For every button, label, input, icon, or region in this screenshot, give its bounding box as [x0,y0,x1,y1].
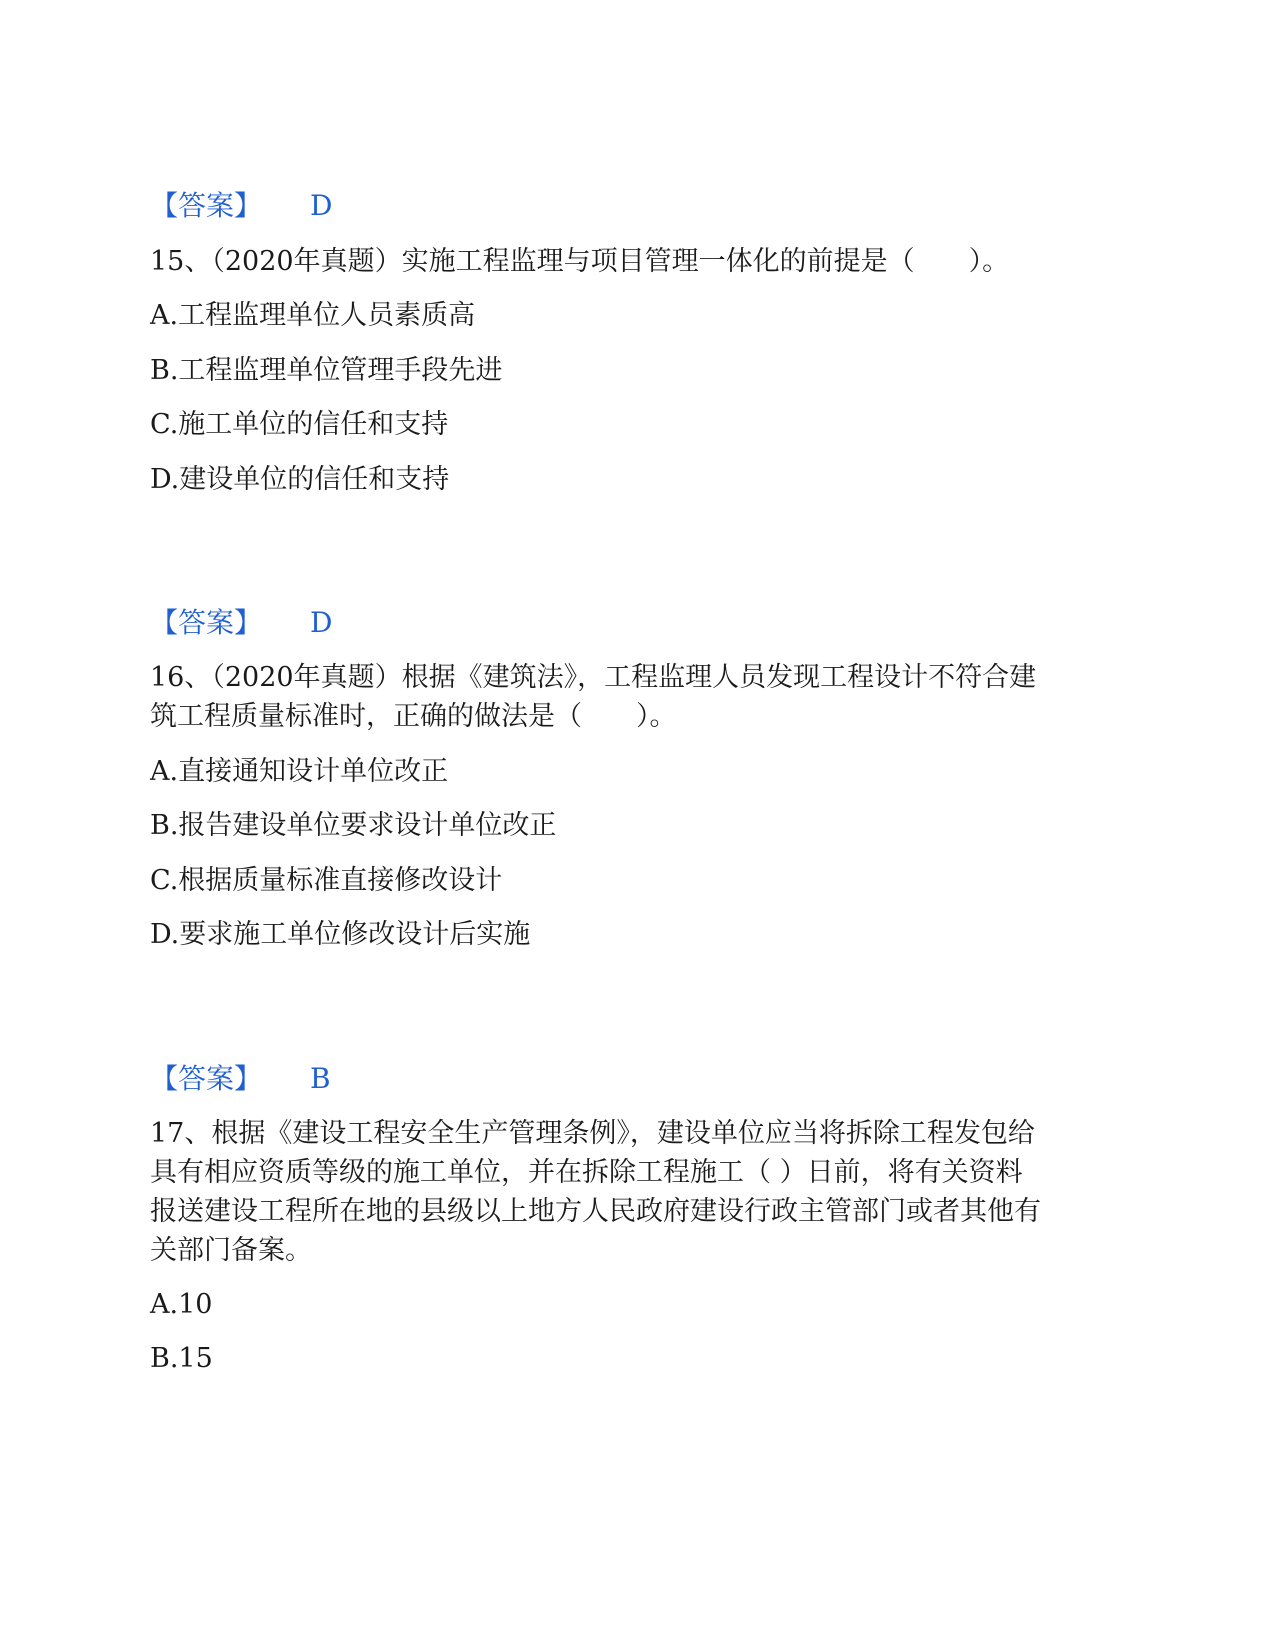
answer-value: D [310,189,333,222]
question-15-text: 15、（2020年真题）实施工程监理与项目管理一体化的前提是（ ）。 [150,246,1010,277]
answer-line [150,186,332,226]
answer-label: 【答案】 [150,1062,263,1095]
answer-line [150,1059,331,1099]
answer-value: D [310,606,333,639]
question-17-option-b: B.15 [150,1343,213,1374]
answer-label: 【答案】 [150,189,263,222]
question-17-text-line-3: 报送建设工程所在地的县级以上地方人民政府建设行政主管部门或者其他有 [150,1196,1041,1227]
question-16-option-b: B.报告建设单位要求设计单位改正 [150,810,557,841]
answer-line [150,603,332,643]
question-17-text-line-1: 17、根据《建设工程安全生产管理条例》，建设单位应当将拆除工程发包给 [150,1118,1035,1149]
question-15-option-c: C.施工单位的信任和支持 [150,409,449,440]
question-16-text-line-1: 16、（2020年真题）根据《建筑法》，工程监理人员发现工程设计不符合建 [150,662,1037,693]
question-16-option-a: A.直接通知设计单位改正 [150,756,449,787]
question-15-option-a: A.工程监理单位人员素质高 [150,300,476,331]
question-17-text-line-4: 关部门备案。 [150,1235,312,1266]
question-17-text-line-2: 具有相应资质等级的施工单位，并在拆除工程施工（ ）日前，将有关资料 [150,1157,1023,1188]
question-15-option-b: B.工程监理单位管理手段先进 [150,355,503,386]
question-16-option-c: C.根据质量标准直接修改设计 [150,865,503,896]
answer-label: 【答案】 [150,606,263,639]
question-17-option-a: A.10 [150,1289,213,1320]
question-16-option-d: D.要求施工单位修改设计后实施 [150,919,531,950]
question-15-option-d: D.建设单位的信任和支持 [150,464,450,495]
answer-value: B [310,1062,331,1095]
question-16-text-line-2: 筑工程质量标准时，正确的做法是（ ）。 [150,701,677,732]
